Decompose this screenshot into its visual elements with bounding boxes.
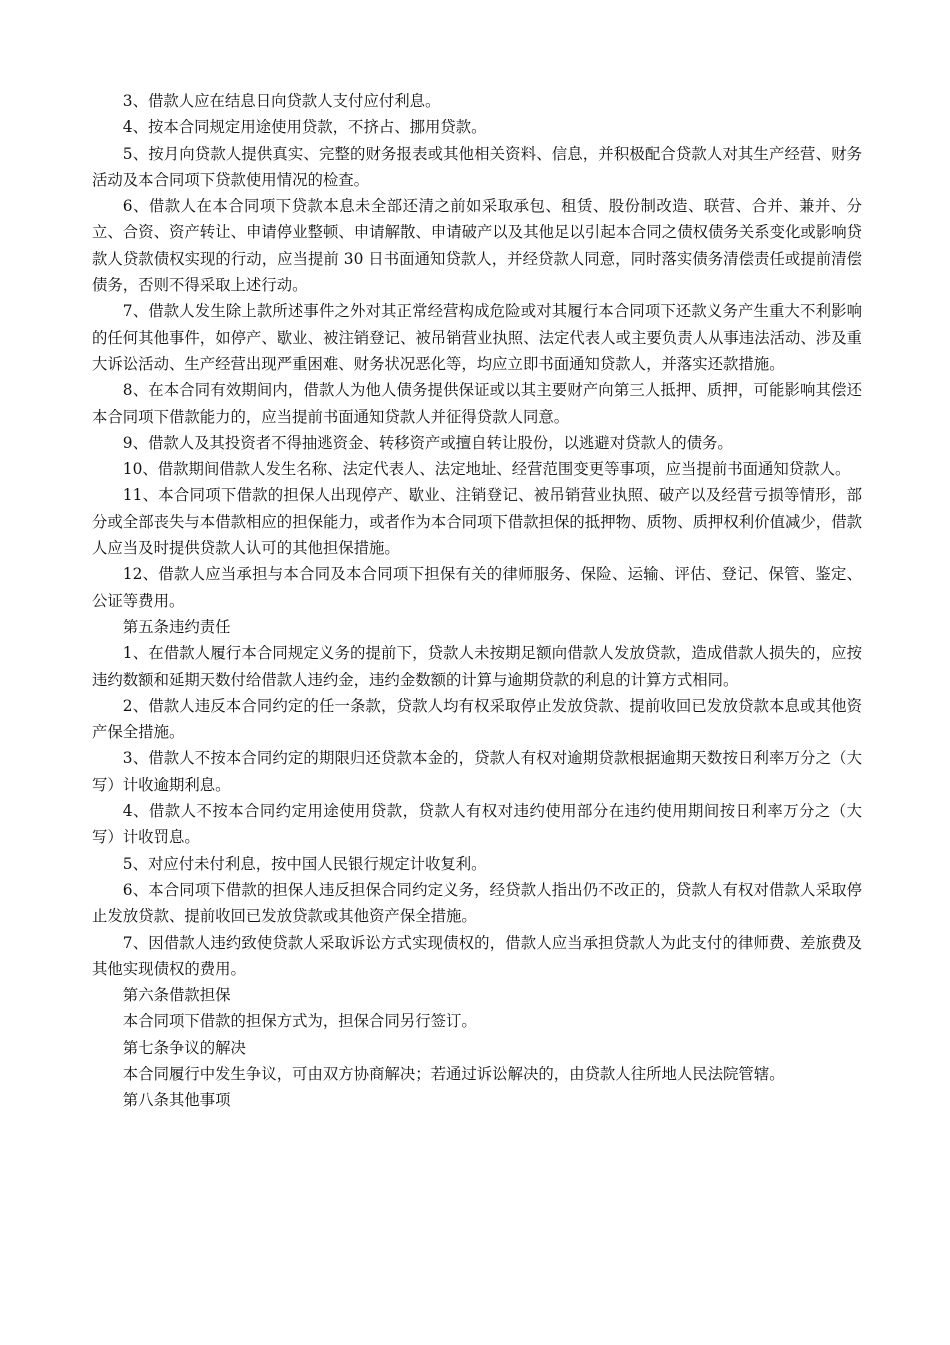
section-heading-loan-guarantee: 第六条借款担保 bbox=[122, 986, 231, 1005]
clause-paragraph: 1、在借款人履行本合同规定义务的提前下，贷款人未按期足额向借款人发放贷款，造成借款人损失的，应按违约数额和延期天数付给借款人违约金，违约金数额的计算与逾期贷款的利息的计算方式相同。 bbox=[92, 644, 862, 689]
document-body bbox=[92, 88, 862, 1114]
section-heading-other-matters: 第八条其他事项 bbox=[122, 1091, 231, 1110]
clause-paragraph: 12、借款人应当承担与本合同及本合同项下担保有关的律师服务、保险、运输、评估、登记、保管、鉴定、公证等费用。 bbox=[92, 565, 862, 610]
section-heading-dispute-resolution: 第七条争议的解决 bbox=[122, 1038, 246, 1057]
clause-paragraph: 4、按本合同规定用途使用贷款，不挤占、挪用贷款。 bbox=[122, 118, 487, 137]
clause-paragraph: 6、本合同项下借款的担保人违反担保合同约定义务，经贷款人指出仍不改正的，贷款人有权对借款人采取停止发放贷款、提前收回已发放贷款或其他资产保全措施。 bbox=[92, 880, 862, 926]
section-heading-breach-liability: 第五条违约责任 bbox=[122, 617, 231, 636]
clause-paragraph: 5、对应付未付利息，按中国人民银行规定计收复利。 bbox=[122, 854, 487, 873]
clause-paragraph: 2、借款人违反本合同约定的任一条款，贷款人均有权采取停止发放贷款、提前收回已发放贷款本息或其他资产保全措施。 bbox=[92, 696, 862, 742]
clause-paragraph: 7、借款人发生除上款所述事件之外对其正常经营构成危险或对其履行本合同项下还款义务产生重大不利影响的任何其他事件，如停产、歇业、被注销登记、被吊销营业执照、法定代表人或主要负责人从事违法活动、涉及重大诉讼活动、生产经营出现严重困难、财务状况恶化等，均应立即书面通知贷款人，并落实还款措施。 bbox=[92, 302, 862, 373]
clause-paragraph: 8、在本合同有效期间内，借款人为他人债务提供保证或以其主要财产向第三人抵押、质押，可能影响其偿还本合同项下借款能力的，应当提前书面通知贷款人并征得贷款人同意。 bbox=[92, 381, 862, 426]
clause-paragraph: 10、借款期间借款人发生名称、法定代表人、法定地址、经营范围变更等事项，应当提前书面通知贷款人。 bbox=[122, 460, 851, 479]
clause-paragraph: 3、借款人应在结息日向贷款人支付应付利息。 bbox=[122, 92, 441, 110]
clause-paragraph: 7、因借款人违约致使贷款人采取诉讼方式实现债权的，借款人应当承担贷款人为此支付的律师费、差旅费及其他实现债权的费用。 bbox=[92, 933, 862, 978]
clause-paragraph: 本合同履行中发生争议，可由双方协商解决；若通过诉讼解决的，由贷款人往所地人民法院管辖。 bbox=[122, 1064, 785, 1083]
clause-paragraph: 5、按月向贷款人提供真实、完整的财务报表或其他相关资料、信息，并积极配合贷款人对其生产经营、财务活动及本合同项下贷款使用情况的检查。 bbox=[92, 144, 862, 189]
clause-paragraph: 4、借款人不按本合同约定用途使用贷款，贷款人有权对违约使用部分在违约使用期间按日利率万分之（大写）计收罚息。 bbox=[92, 802, 862, 847]
clause-paragraph: 3、借款人不按本合同约定的期限归还贷款本金的，贷款人有权对逾期贷款根据逾期天数按日利率万分之（大写）计收逾期利息。 bbox=[92, 749, 862, 794]
clause-paragraph: 6、借款人在本合同项下贷款本息未全部还清之前如采取承包、租赁、股份制改造、联营、合并、兼并、分立、合资、资产转让、申请停业整顿、申请解散、申请破产以及其他足以引起本合同之债权债务关系变化或影响贷款人贷款债权实现的行动，应当提前 30 日书面通知贷款人，并经贷款人同意，同时落实债务清偿责任或提前清偿债务，否则不得采取上述行动。 bbox=[92, 197, 862, 295]
clause-paragraph: 本合同项下借款的担保方式为，担保合同另行签订。 bbox=[122, 1012, 477, 1031]
clause-paragraph: 11、本合同项下借款的担保人出现停产、歇业、注销登记、被吊销营业执照、破产以及经营亏损等情形，部分或全部丧失与本借款相应的担保能力，或者作为本合同项下借款担保的抵押物、质物、质押权利价值减少，借款人应当及时提供贷款人认可的其他担保措施。 bbox=[92, 486, 862, 558]
clause-paragraph: 9、借款人及其投资者不得抽逃资金、转移资产或擅自转让股份，以逃避对贷款人的债务。 bbox=[122, 433, 733, 452]
